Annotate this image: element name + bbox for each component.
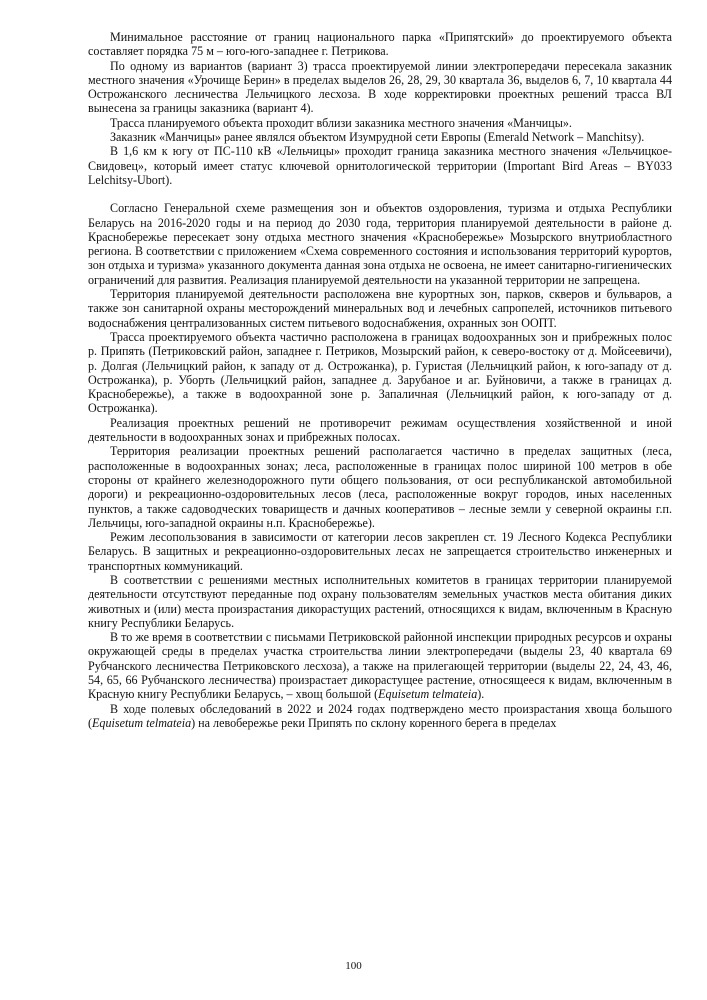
paragraph-13-text: В то же время в соответствии с письмами Петриковской районной инспекции природных ресурсов и охраны окружающей среды в пределах участка строительства линии электропередачи (выделы 23, 40 квартала 69 Рубчанского лесничества Петриковского лесхоза), а также на прилегающей территории (выделы 22, 24, 43, 46, 54, 65, 66 Рубчанского лесничества) произрастает дикорастущее растение, относящееся к видам, включенным в Красную книгу Республики Беларусь, – хвощ большой ( bbox=[88, 630, 672, 702]
document-page bbox=[88, 30, 672, 730]
paragraph-1: Минимальное расстояние от границ национального парка «Припятский» до проектируемого объекта составляет порядка 75 м – юго-юго-западнее г. Петрикова. bbox=[88, 30, 672, 59]
paragraph-2: По одному из вариантов (вариант 3) трасса проектируемой линии электропередачи пересекала заказник местного значения «Урочище Берин» в пределах выделов 26, 28, 29, 30 квартала 36, выделов 6, 7, 10 квартала 44 Острожанского лесничества Лельчицкого лесхоза. В ходе корректировки проектных решений трасса ВЛ вынесена за границы заказника (вариант 4). bbox=[88, 58, 672, 116]
paragraph-12: В соответствии с решениями местных исполнительных комитетов в границах территории планируемой деятельности отсутствуют переданные под охрану пользователям земельных участков места обитания диких животных и (или) места произрастания дикорастущих растений, относящихся к видам, включенным в Красную книгу Республики Беларусь. bbox=[88, 572, 672, 630]
paragraph-13 bbox=[88, 630, 672, 701]
paragraph-4: Заказник «Манчицы» ранее являлся объектом Изумрудной сети Европы (Emerald Network – Manchitsy). bbox=[110, 130, 645, 145]
paragraph-8: Трасса проектируемого объекта частично расположена в границах водоохранных зон и прибрежных полос р. Припять (Петриковский район, западнее г. Петриков, Мозырский район, к северо-востоку от д. Мойсеевичи), р. Долгая (Лельчицкий район, к западу от д. Острожанка), р. Гуристая (Лельчицкий район, к юго-западу от д. Острожанка), р. Уборть (Лельчицкий район, западнее д. Зарубаное и аг. Буйновичи, а также в границах д. Краснобережье), а также в водоохранной зоне р. Запаличная (Лельчицкий район, к юго-западу от д. Острожанка). bbox=[88, 329, 672, 416]
paragraph-11: Режим лесопользования в зависимости от категории лесов закреплен ст. 19 Лесного Кодекса Республики Беларусь. В защитных и рекреационно-оздоровительных лесах не запрещается строительство инженерных и транспортных коммуникаций. bbox=[88, 530, 672, 573]
paragraph-14-end: ) на левобережье реки Припять по склону коренного берега в пределах bbox=[191, 715, 557, 730]
paragraph-7: Территория планируемой деятельности расположена вне курортных зон, парков, скверов и бульваров, а также зон санитарной охраны месторождений минеральных вод и лечебных сапропелей, источников питьевого водоснабжения централизованных систем питьевого водоснабжения, охранных зон ООПТ. bbox=[88, 287, 672, 330]
paragraph-13-tail: ). bbox=[477, 687, 485, 702]
page-number: 100 bbox=[345, 960, 362, 972]
latin-name: Equisetum telmateia bbox=[92, 715, 192, 730]
paragraph-3: Трасса планируемого объекта проходит вблизи заказника местного значения «Манчицы». bbox=[110, 115, 572, 130]
paragraph-9: Реализация проектных решений не противоречит режимам осуществления хозяйственной и иной деятельности в водоохранных зонах и прибрежных полосах. bbox=[88, 415, 672, 445]
paragraph-14-start: В ходе полевых обследований в 2022 и 2024 годах подтверждено место произрастания хвоща большого ( bbox=[88, 701, 672, 730]
paragraph-10: Территория реализации проектных решений располагается частично в пределах защитных (леса, расположенные в водоохранных зонах; леса, расположенные в границах полос шириной 100 метров в обе стороны от крайнего железнодорожного пути общего пользования, от оси республиканской автомобильной дороги) и рекреационно-оздоровительных лесов (леса, расположенные вокруг городов, иных населенных пунктов, а также садоводческих товариществ и дачных кооперативов – лесные земли у северной окраины г.п. Лельчицы, юго-западной окраины н.п. Краснобережье). bbox=[88, 444, 672, 530]
paragraph-14 bbox=[88, 702, 672, 731]
paragraph-5: В 1,6 км к югу от ПС-110 кВ «Лельчицы» проходит граница заказника местного значения «Лельчицкое-Свидовец», который имеет статус ключевой орнитологической территории (Important Bird Areas – BY033 Lelchitsy-Ubort). bbox=[88, 144, 672, 187]
paragraph-6: Согласно Генеральной схеме размещения зон и объектов оздоровления, туризма и отдыха Республики Беларусь на 2016-2020 годы и на период до 2030 года, территория планируемой деятельности в районе д. Краснобережье пересекает зону отдыха местного значения «Краснобережье» Мозырского внутриобластного региона. В соответствии с приложением «Схема современного состояния и использования территорий курортов, зон отдыха и туризма» указанного документа данная зона отдыха не освоена, не имеет санитарно-гигиенических ограничений для развития. Реализация планируемой деятельности на указанной территории не запрещена. bbox=[88, 201, 672, 287]
latin-name: Equisetum telmateia bbox=[378, 687, 478, 702]
